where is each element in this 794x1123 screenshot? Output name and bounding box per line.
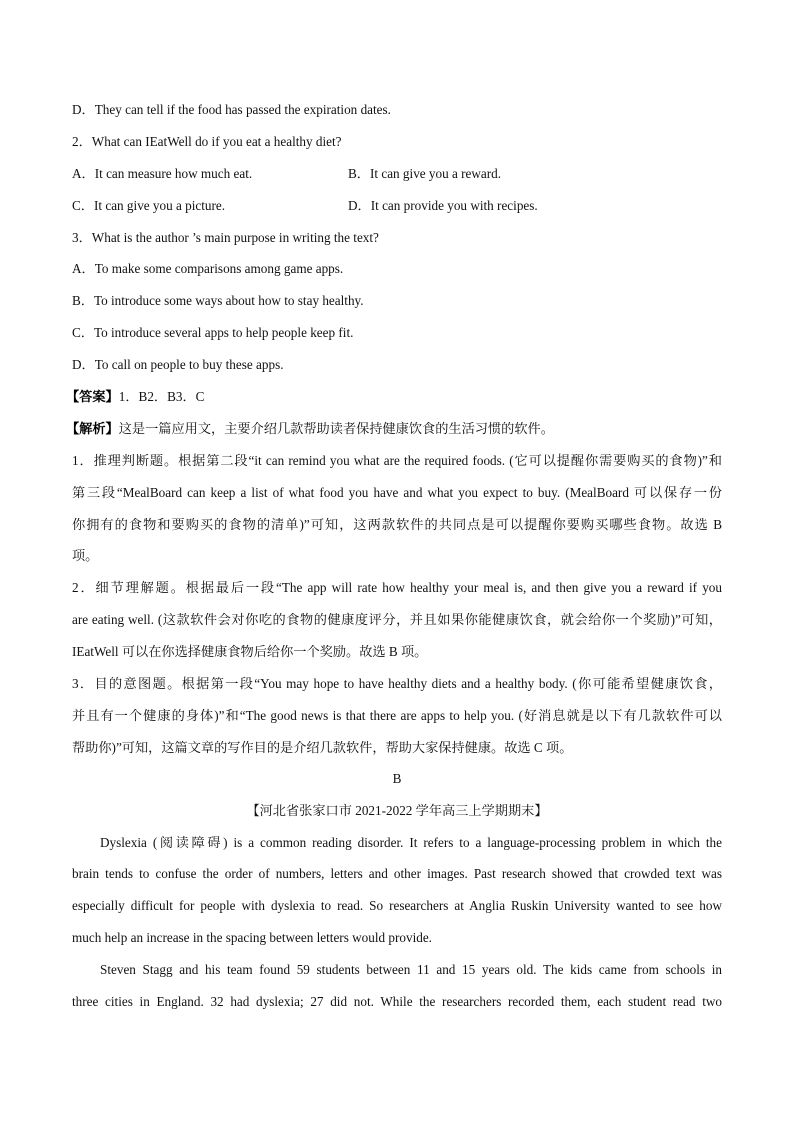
passage-b-para2-line-1: Steven Stagg and his team found 59 students between 11 and 15 years old. The kids came from schools in: [100, 962, 722, 977]
analysis-q1-line-1: 1．推理判断题。根据第二段“it can remind you what are the required foods. (它可以提醒你需要购买的食物)”和: [72, 453, 722, 468]
q3-option-c: C．To introduce several apps to help people keep fit.: [72, 325, 354, 340]
q3-option-d: D．To call on people to buy these apps.: [72, 357, 284, 372]
analysis-intro: 这是一篇应用文，主要介绍几款帮助读者保持健康饮食的生活习惯的软件。: [118, 421, 554, 436]
q2-stem: 2．What can IEatWell do if you eat a healthy diet?: [72, 134, 342, 149]
q3-option-a: A．To make some comparisons among game apps.: [72, 261, 344, 276]
q2-option-d: D．It can provide you with recipes.: [348, 198, 538, 213]
analysis-intro-line: [66, 419, 716, 439]
passage-b-para1-line-1: Dyslexia (阅读障碍) is a common reading disorder. It refers to a language-processing problem in which the: [100, 835, 722, 850]
analysis-q3-line-1: 3．目的意图题。根据第一段“You may hope to have healthy diets and a healthy body. (你可能希望健康饮食，: [72, 676, 722, 691]
analysis-q1-line-4: 项。: [72, 548, 99, 563]
answer-label: 【答案】: [66, 389, 119, 404]
passage-b-para1-line-4: much help an increase in the spacing between letters would provide.: [72, 930, 432, 945]
analysis-q3-line-3: 帮助你)”可知，这篇文章的写作目的是介绍几款软件，帮助大家保持健康。故选 C 项。: [72, 740, 573, 755]
answer-line: [66, 387, 716, 407]
analysis-q1-line-3: 你拥有的食物和要购买的食物的清单)”可知，这两款软件的共同点是可以提醒你要购买哪些食物。故选 B: [72, 517, 722, 532]
section-b-letter: B: [392, 771, 402, 786]
analysis-q2-line-1: 2．细节理解题。根据最后一段“The app will rate how healthy your meal is, and then give you a reward if you: [72, 580, 722, 595]
analysis-label: 【解析】: [66, 421, 119, 436]
q1-option-d: D．They can tell if the food has passed the expiration dates.: [72, 102, 391, 117]
q3-option-b: B．To introduce some ways about how to stay healthy.: [72, 293, 364, 308]
passage-b-para1-line-3: especially difficult for people with dyslexia to read. So researchers at Anglia Ruskin University wanted to see how: [72, 898, 722, 913]
q3-stem: 3．What is the author ’s main purpose in writing the text?: [72, 230, 379, 245]
passage-b-para2-line-2: three cities in England. 32 had dyslexia; 27 did not. While the researchers recorded them, each student read two: [72, 994, 722, 1009]
analysis-q2-line-2: are eating well. (这款软件会对你吃的食物的健康度评分，并且如果你能健康饮食，就会给你一个奖励)”可知，: [72, 612, 722, 627]
analysis-q2-line-3: IEatWell 可以在你选择健康食物后给你一个奖励。故选 B 项。: [72, 644, 428, 659]
section-b-source: 【河北省张家口市 2021-2022 学年高三上学期期末】: [246, 803, 548, 818]
q2-option-c: C．It can give you a picture.: [72, 198, 226, 213]
answer-text: 1．B2．B3．C: [118, 389, 205, 404]
passage-b-para1-line-2: brain tends to confuse the order of numbers, letters and other images. Past research showed that crowded text was: [72, 866, 722, 881]
analysis-q3-line-2: 并且有一个健康的身体)”和“The good news is that there are apps to help you. (好消息就是以下有几款软件可以: [72, 708, 722, 723]
analysis-q1-line-2: 第三段“MealBoard can keep a list of what food you have and what you expect to buy. (MealBoard 可以保存一份: [72, 485, 722, 500]
q2-option-b: B．It can give you a reward.: [348, 166, 502, 181]
q2-option-a: A．It can measure how much eat.: [72, 166, 253, 181]
